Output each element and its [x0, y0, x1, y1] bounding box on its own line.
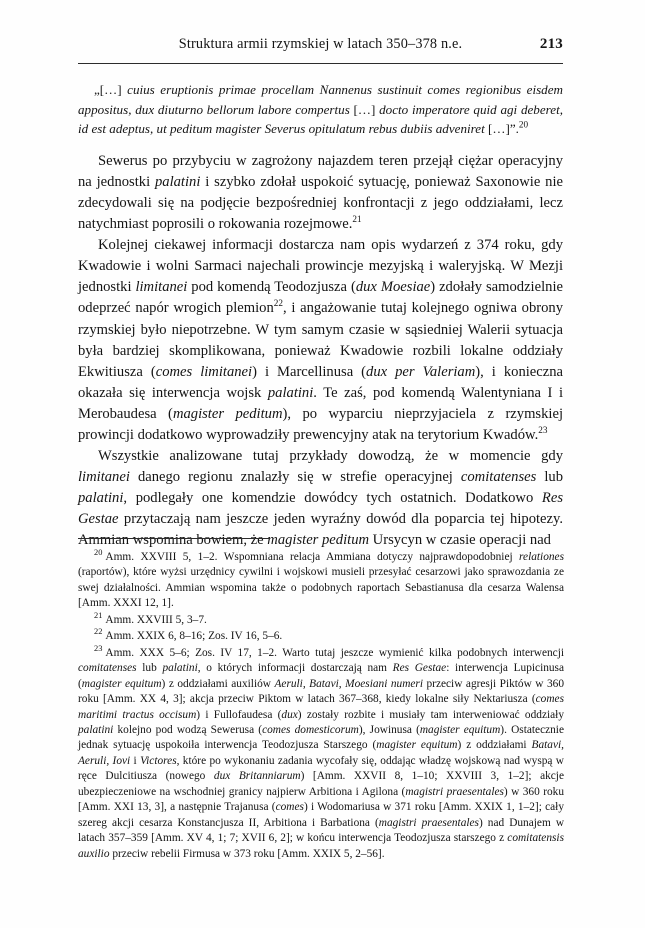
latin-term: comitatenses: [78, 662, 137, 675]
latin-term: Res Gestae: [78, 490, 563, 528]
text-run: ) w 360 roku [Amm. XXI 13, 3], a następnie Trajanusa (: [78, 785, 564, 814]
latin-term: Batavi, Aeruli, Iovi: [78, 739, 564, 767]
latin-term: dux per Valeriam: [366, 363, 476, 380]
text-run: kolejno pod wodzą Sewerusa (: [113, 723, 263, 736]
latin-term: comes: [275, 801, 304, 814]
footnote-reference[interactable]: 21: [352, 214, 362, 225]
latin-term: magister peditum: [267, 532, 370, 549]
text-run: Amm. XXVIII 5, 3–7.: [105, 613, 207, 626]
latin-term: magister equitum: [419, 723, 501, 736]
latin-term: Victores: [140, 754, 177, 767]
text-run: ), po wyparciu nieprzyjaciela z rzymskiej prowincji dodatkowo wyprowadziły prewencyjny atak na terytorium Kwadów.: [78, 405, 563, 443]
text-run: ) zdołały samodzielnie odeprzeć napór wrogich plemion: [78, 279, 563, 317]
text-run: przeciw agresji Piktów w 360 roku [Amm. XX 4, 3]; akcja przeciw Piktom w latach 367–368, kiedy lokalne siły Nektariusza (: [78, 677, 565, 706]
footnote-20: [78, 550, 564, 612]
text-run: danego regionu znalazły się w strefie operacyjnej: [129, 469, 461, 486]
latin-term: limitanei: [78, 469, 130, 486]
latin-term: palatini: [267, 384, 314, 401]
latin-term: comes limitanei: [155, 363, 253, 380]
page-title: Struktura armii rzymskiej w latach 350–378 n.e.: [178, 36, 463, 52]
text-run: Ursycyn w czasie operacji nad: [369, 532, 551, 549]
text-run: i: [130, 754, 141, 767]
latin-term: palatini: [78, 723, 114, 736]
footnote-number[interactable]: 20: [94, 548, 103, 558]
footnote-reference[interactable]: 23: [538, 425, 548, 436]
latin-term: comes maritimi tractus occisum: [78, 693, 564, 721]
running-header: [78, 36, 563, 62]
text-run: ) i Fullofaudesa (: [196, 708, 282, 721]
footnote-number[interactable]: 23: [94, 643, 103, 653]
latin-term: dux: [281, 708, 298, 721]
text-run: Kolejnej ciekawej informacji dostarcza nam opis wydarzeń z 374 roku, gdy Kwadowie i wolni Sarmaci najechali prowincje mezyjską i waleryjską. W Mezji jednostki: [78, 237, 563, 296]
body-text-column: [78, 80, 563, 552]
para-severus: [78, 151, 563, 235]
footnote-number[interactable]: 21: [94, 611, 103, 621]
text-run: Wszystkie analizowane tutaj przykłady dowodzą, że w momencie gdy: [98, 448, 563, 465]
footnote-number[interactable]: 22: [94, 627, 103, 637]
text-run: ) i Marcellinusa (: [252, 363, 367, 380]
text-run: , podlegały one komendzie dowódcy tych ostatnich. Dodatkowo: [123, 490, 542, 507]
latin-term: Res Gestae: [392, 662, 447, 675]
latin-term: comes domesticorum: [262, 723, 359, 736]
latin-term: Aeruli, Batavi, Moesiani numeri: [274, 677, 423, 690]
text-run: Amm. XXIX 6, 8–16; Zos. IV 16, 5–6.: [105, 630, 283, 643]
text-run: pod komendą Teodozjusza (: [187, 279, 356, 296]
text-run: przeciw rebelii Firmusa w 373 roku [Amm. XXIX 5, 2–56].: [109, 847, 385, 860]
quote-text-part-1: cuius eruptionis primae procellam Nannenus sustinuit comes regionibus eisdem appositus, dux diuturno bellorum labore compertus: [78, 82, 563, 117]
footnote-reference[interactable]: 20: [518, 119, 529, 130]
text-run: ) z oddziałami: [457, 739, 532, 752]
latin-term: dux Britanniarum: [213, 770, 301, 783]
latin-term: magistri praesentales: [405, 785, 504, 798]
footnote-21: [78, 613, 564, 628]
latin-term: relationes: [519, 551, 564, 563]
text-run: i szybko zdołał uspokoić sytuację, ponieważ Saxonowie nie zdecydowali się na podjęcie bezpośredniej konfrontacji z jego oddziałami, lecz natychmiast poprosili o rokowania rozejmowe.: [78, 173, 563, 233]
latin-term: dux Moesiae: [355, 279, 431, 296]
text-run: ) zostały rozbite i musiały tam interweniować oddziały: [297, 708, 564, 721]
text-run: lub: [536, 469, 563, 486]
text-run: ). Ostatecznie jednak sytuację uspokoiła interwencja Teodozjusza Starszego (: [78, 723, 564, 752]
text-run: ) nad Dunajem w latach 357–359 [Amm. XV 4, 1; 7; XVII 6, 2]; w końcu interwencja Teodozjusza starszego z: [78, 816, 565, 845]
latin-term: palatini: [162, 662, 198, 675]
text-run: ), i konieczna okazała się interwencja wojsk: [78, 363, 563, 401]
text-run: ) [Amm. XXVII 8, 1–10; XXVIII 3, 1–2]; akcje ubezpieczeniowe na wschodniej granicy najpierw Arbitiona i Agilona (: [78, 770, 564, 798]
text-run: Sewerus po przybyciu w zagrożony najazdem teren przejął ciężar operacyjny na jednostki: [78, 152, 563, 190]
latin-term: palatini: [78, 490, 124, 507]
footnote-23: [78, 643, 565, 862]
latin-term: comitatenses: [460, 469, 537, 486]
text-run: ) i Wodomariusa w 371 roku [Amm. XXIX 1, 1–2]; cały szereg akcji cesarza Konstancjusza II, Arbitiona i Barbationa (: [78, 801, 564, 829]
quote-text-part-2: docto imperatore quid agi deberet, id est adeptus, ut peditum magister Severus opitulatum rebus dubiis adveniret: [78, 101, 563, 137]
text-run: Amm. XXVIII 5, 1–2. Wspomniana relacja Ammiana dotyczy najprawdopodobniej: [105, 551, 520, 563]
para-kwadowie: [78, 235, 563, 446]
text-run: Amm. XXX 5–6; Zos. IV 17, 1–2. Warto tutaj jeszcze wymienić kilka podobnych interwencji: [105, 646, 564, 659]
page-number: 213: [539, 36, 563, 52]
text-run: , które po wykonaniu zadania wycofały się, oddając władzę wojskową nad wyspą w ręce Dulcitiusza (nowego: [78, 754, 564, 783]
latin-term: magister equitum: [376, 739, 458, 752]
text-run: lub: [136, 662, 163, 675]
footnote-list: [78, 550, 564, 863]
quote-open-mark: „[…]: [94, 82, 128, 97]
latin-term: magister peditum: [172, 405, 283, 422]
text-run: , i angażowanie tutaj kolejnego ogniwa obrony rzymskiej było niepotrzebne. W tym samym czasie w sąsiedniej Walerii sytuacja była bardziej skomplikowana, ponieważ Kwadowie rozbili lokalne oddziały Ekwitiusza (: [78, 300, 564, 380]
footnote-separator-rule: [78, 538, 270, 539]
text-run: przytaczają nam jeszcze jeden wyraźny dowód dla poparcia tej hipotezy. Ammian wspomina bowiem, że: [78, 511, 563, 549]
quote-ellipsis-mark: […]: [353, 101, 380, 117]
footnote-reference[interactable]: 22: [273, 298, 283, 309]
text-run: ) z oddziałami auxiliów: [161, 677, 275, 690]
text-run: . Te zaś, pod komendą Walentyniana I i Merobaudesa (: [78, 384, 564, 422]
latin-term: comitatensis auxilio: [78, 832, 564, 860]
paragraph-list: [78, 151, 563, 552]
text-run: ), Jowinusa (: [358, 723, 420, 736]
latin-term: magistri praesentales: [378, 816, 479, 829]
footnote-22: [78, 629, 564, 644]
latin-term: magister equitum: [81, 677, 162, 690]
latin-block-quote: [78, 80, 563, 139]
header-rule: [78, 63, 563, 64]
quote-close-mark: […]”.: [488, 121, 519, 137]
text-run: , o których informacji dostarczają nam: [197, 662, 393, 675]
latin-term: palatini: [154, 173, 201, 190]
para-wszystkie: [78, 446, 563, 551]
text-run: : interwencja Lupicinusa (: [78, 662, 565, 690]
text-run: (raportów), które wyżsi urzędnicy cywilni i wojskowi musieli przesyłać cesarzowi jako sprawozdania ze swej działalności. Ammian wspomina także o podobnych raportach Sebastianusa dla cesarza Walensa [Amm. XXXI 12, 1].: [78, 566, 564, 610]
latin-term: limitanei: [135, 279, 188, 296]
